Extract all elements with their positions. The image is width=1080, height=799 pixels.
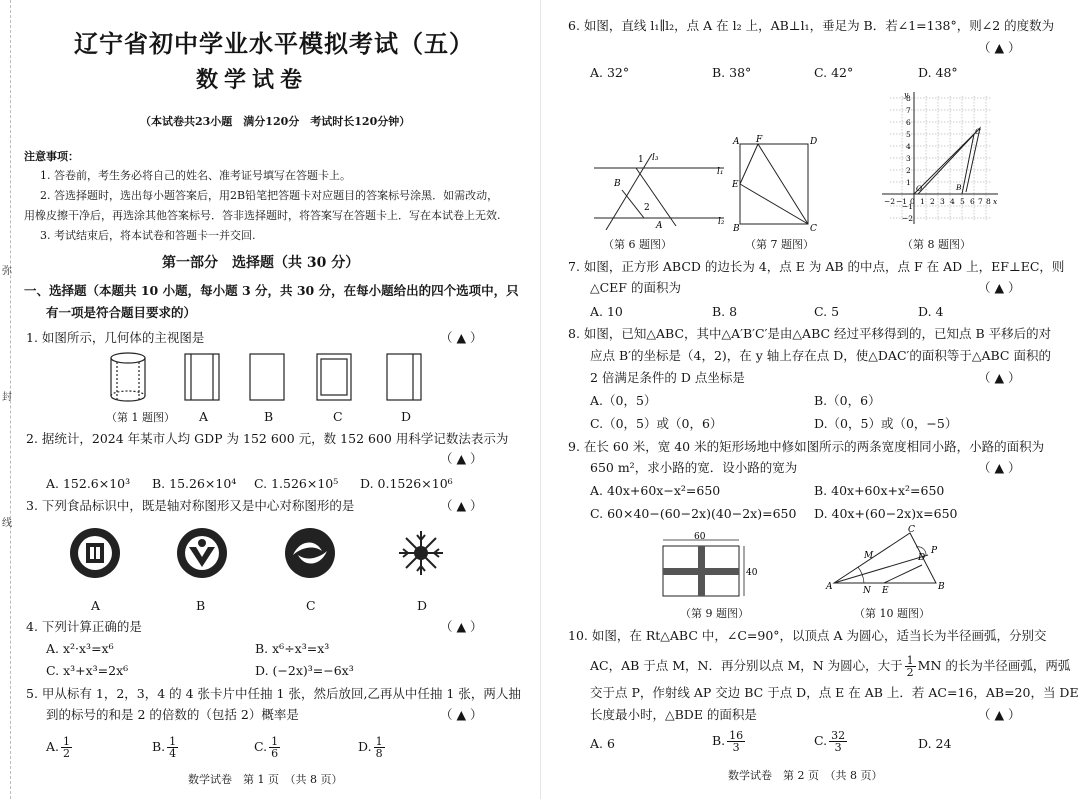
logo-b xyxy=(177,528,227,578)
fig8-xtick-4: 4 xyxy=(950,197,955,206)
note-1: 1. 答卷前，考生务必将自己的姓名、准考证号填写在答题卡上。 xyxy=(40,169,351,182)
q7-option-d: D. 4 xyxy=(918,304,944,319)
fig8-ytick-5: 5 xyxy=(906,130,911,139)
q2-option-d: D. 0.1526×10⁶ xyxy=(360,476,453,491)
page-2 xyxy=(540,0,1080,799)
fig10-label-c: C xyxy=(908,525,915,535)
fig8-label-x: x xyxy=(993,197,998,206)
fig6-label-a: A xyxy=(656,221,663,230)
fig8-xtick-3: 3 xyxy=(940,197,945,206)
q2-option-a: A. 152.6×10³ xyxy=(46,476,131,491)
figure-10 xyxy=(824,525,954,595)
fig8-xtick-8: 8 xyxy=(986,197,991,206)
logo-a xyxy=(70,528,120,578)
q3-option-a: A xyxy=(91,598,101,613)
fig8-ytick-1: 1 xyxy=(906,178,911,187)
q6-option-b: B. 38° xyxy=(712,65,752,80)
fig8-label-y: y xyxy=(904,90,909,99)
q5-stem-line-2: 到的标号的和是 2 的倍数的（包括 2）概率是 xyxy=(46,707,299,722)
fig8-ytick-7: 7 xyxy=(906,106,911,115)
q1-figure-caption: （第 1 题图） xyxy=(106,411,175,424)
q9-stem-line-2: 650 m²，求小路的宽．设小路的宽为 xyxy=(590,460,798,475)
q3-option-c: C xyxy=(306,598,316,613)
margin-char-3: 线 xyxy=(2,518,12,529)
q7-option-b: B. 8 xyxy=(712,304,738,319)
fig8-ytick-neg2: −2 xyxy=(902,214,914,223)
fig7-label-f: F xyxy=(756,135,763,145)
q4-option-c: C. x³+x³=2x⁶ xyxy=(46,663,129,678)
exam-title: 辽宁省初中学业水平模拟考试（五） xyxy=(74,29,474,58)
fig6-label-l3: l₃ xyxy=(652,153,659,163)
q8-option-c: C.（0，5）或（0，6） xyxy=(590,416,723,431)
q1-answer-mark: （ ▲ ） xyxy=(440,330,483,345)
fig6-label-1: 1 xyxy=(638,155,644,165)
fig6-label-l2: l₂ xyxy=(718,217,725,227)
page-1-footer: 数学试卷 第 1 页 （共 8 页） xyxy=(188,773,343,786)
q4-option-a: A. x²·x³=x⁶ xyxy=(46,641,114,656)
fig8-ytick-3: 3 xyxy=(906,154,911,163)
q2-option-b: B. 15.26×10⁴ xyxy=(152,476,237,491)
transversal xyxy=(636,168,676,226)
fig8-label-c: C xyxy=(975,127,981,136)
q9-option-a: A. 40x+60x−x²=650 xyxy=(590,483,721,498)
fig8-label-b: B xyxy=(956,183,962,192)
q10-option-b: B. $\frac{16}{3}$ xyxy=(712,729,744,754)
note-3: 3. 考试结束后，将本试卷和答题卡一并交回. xyxy=(40,229,256,242)
q7-answer-mark: （ ▲ ） xyxy=(978,280,1021,295)
fig6-label-2: 2 xyxy=(644,203,650,213)
q2-option-c: C. 1.526×10⁵ xyxy=(254,476,339,491)
fig6-label-l1: l₁ xyxy=(717,167,724,177)
q5-option-c: C. $\frac{1}{6}$ xyxy=(254,735,279,760)
fig7-label-d: D xyxy=(810,137,818,147)
q7-stem-line-1: 7. 如图，正方形 ABCD 的边长为 4，点 E 为 AB 的中点，点 F 在 AD 上，EF⊥EC，则 xyxy=(568,259,1065,274)
q6-answer-mark: （ ▲ ） xyxy=(978,40,1021,55)
page-2-footer: 数学试卷 第 2 页 （共 8 页） xyxy=(728,769,883,782)
q6-option-a: A. 32° xyxy=(590,65,630,80)
fig10-label-p: P xyxy=(931,546,938,556)
option-c-view xyxy=(317,354,351,400)
road-vertical xyxy=(698,546,705,596)
q8-option-a: A.（0，5） xyxy=(590,393,657,408)
fig9-label-60: 60 xyxy=(694,532,706,542)
figure-6-caption: （第 6 题图） xyxy=(603,238,672,251)
q6-option-d: D. 48° xyxy=(918,65,958,80)
q1-option-b: B xyxy=(264,409,274,424)
q5-stem-line-1: 5. 甲从标有 1，2，3，4 的 4 张卡片中任抽 1 张，然后放回,乙再从中任抽 1 张，两人抽 xyxy=(26,686,521,701)
fig8-ytick-2: 2 xyxy=(906,166,911,175)
fig10-label-d: D xyxy=(918,553,926,563)
fig8-xtick-0: 0 xyxy=(910,197,915,206)
fig8-xtick-1: 1 xyxy=(920,197,925,206)
fig8-xtick-5: 5 xyxy=(960,197,965,206)
option-d-view xyxy=(387,354,421,400)
figure-8-caption: （第 8 题图） xyxy=(902,238,971,251)
q3-option-d: D xyxy=(417,598,428,613)
fig8-ytick-neg1: −1 xyxy=(902,202,914,211)
fig8-xtick-6: 6 xyxy=(970,197,975,206)
q8-answer-mark: （ ▲ ） xyxy=(978,370,1021,385)
q10-stem-line-4: 长度最小时，△BDE 的面积是 xyxy=(590,707,757,722)
q3-logos xyxy=(60,525,450,585)
q10-answer-mark: （ ▲ ） xyxy=(978,707,1021,722)
q1-stem: 1. 如图所示，几何体的主视图是 xyxy=(26,330,205,345)
notes-title: 注意事项： xyxy=(24,150,79,163)
q6-option-c: C. 42° xyxy=(814,65,854,80)
fig8-ytick-4: 4 xyxy=(906,142,911,151)
figure-9 xyxy=(658,532,758,602)
fig7-label-e: E xyxy=(732,180,739,190)
margin-char-1: 弥 xyxy=(2,266,12,277)
fig7-label-b: B xyxy=(733,224,740,232)
note-2-cont: 用橡皮擦干净后，再选涂其他答案标号．答非选择题时，将答案写在答题卡上．写在本试卷上无效. xyxy=(24,209,501,222)
q3-answer-mark: （ ▲ ） xyxy=(440,498,483,513)
fig10-label-m: M xyxy=(864,551,874,561)
figure-6 xyxy=(592,148,732,230)
figure-7-caption: （第 7 题图） xyxy=(745,238,814,251)
fig8-xtick-neg1: −1 xyxy=(896,197,908,206)
fig8-ytick-8: 8 xyxy=(906,94,911,103)
fig8-xtick-7: 7 xyxy=(978,197,983,206)
section-title-2: 有一项是符合题目要求的） xyxy=(46,305,197,320)
q9-stem-line-1: 9. 在长 60 米，宽 40 米的矩形场地中修如图所示的两条宽度相同小路，小路的面积为 xyxy=(568,439,1045,454)
fig8-xtick-neg2: −2 xyxy=(884,197,896,206)
q10-option-c: C. $\frac{32}{3}$ xyxy=(814,729,846,754)
exam-meta: （本试卷共23小题 满分120分 考试时长120分钟） xyxy=(140,115,411,128)
q4-answer-mark: （ ▲ ） xyxy=(440,619,483,634)
fig8-ytick-6: 6 xyxy=(906,118,911,127)
part-title: 第一部分 选择题（共 30 分） xyxy=(162,255,360,271)
q10-option-a: A. 6 xyxy=(590,736,615,751)
q7-option-c: C. 5 xyxy=(814,304,840,319)
segment-ab xyxy=(622,190,644,218)
q7-stem-line-2: △CEF 的面积为 xyxy=(590,280,681,295)
logo-c xyxy=(285,528,335,578)
figure-10-caption: （第 10 题图） xyxy=(854,607,930,620)
fig7-label-c: C xyxy=(810,224,817,232)
q10-stem-line-1: 10. 如图，在 Rt△ABC 中，∠C=90°，以顶点 A 为圆心，适当长为半径画弧，分别交 xyxy=(568,628,1047,643)
line-l3 xyxy=(606,154,652,230)
fig8-label-o: O xyxy=(916,184,923,193)
exam-subtitle: 数学试卷 xyxy=(196,67,309,93)
q5-option-d: D. $\frac{1}{8}$ xyxy=(358,735,383,760)
q8-stem-line-2: 应点 B′的坐标是（4，2)，在 y 轴上存在点 D，使△DAC′的面积等于△ABC 面积的 xyxy=(590,348,1051,363)
q9-option-c: C. 60×40−(60−2x)(40−2x)=650 xyxy=(590,506,797,521)
figure-7 xyxy=(730,134,820,232)
cylinder-figure xyxy=(111,353,145,401)
q3-option-b: B xyxy=(196,598,206,613)
fig8-xtick-2: 2 xyxy=(930,197,935,206)
fig10-label-e: E xyxy=(882,586,889,595)
q4-option-d: D. (−2x)³=−6x³ xyxy=(255,663,354,678)
q8-option-d: D.（0，5）或（0，−5） xyxy=(814,416,958,431)
q9-option-b: B. 40x+60x+x²=650 xyxy=(814,483,945,498)
q8-stem-line-1: 8. 如图，已知△ABC，其中△A′B′C′是由△ABC 经过平移得到的，已知点 B 平移后的对 xyxy=(568,326,1052,341)
q4-option-b: B. x⁶÷x³=x³ xyxy=(255,641,330,656)
q10-stem-line-2: AC，AB 于点 M，N．再分别以点 M，N 为圆心，大于 $\frac{1}{2}$ MN 的长为半径画弧，两弧 xyxy=(590,654,1071,679)
q1-option-d: D xyxy=(401,409,412,424)
triangle-abc xyxy=(914,134,974,194)
q4-stem: 4. 下列计算正确的是 xyxy=(26,619,142,634)
q1-option-c: C xyxy=(333,409,343,424)
option-a-view xyxy=(185,354,219,400)
q5-option-a: A. $\frac{1}{2}$ xyxy=(46,735,71,760)
q9-answer-mark: （ ▲ ） xyxy=(978,460,1021,475)
q8-option-b: B.（0，6） xyxy=(814,393,881,408)
square-abcd xyxy=(740,144,808,224)
q2-answer-mark: （ ▲ ） xyxy=(440,451,483,466)
option-b-view xyxy=(250,354,284,400)
fig6-label-b: B xyxy=(614,179,621,189)
note-2: 2. 答选择题时，选出每小题答案后，用2B铅笔把答题卡对应题目的答案标号涂黑．如需改动， xyxy=(40,189,499,202)
q10-stem-line-3: 交于点 P，作射线 AP 交边 BC 于点 D，点 E 在 AB 上．若 AC=16，AB=20，当 DE xyxy=(590,685,1079,700)
q8-stem-line-3: 2 倍满足条件的 D 点坐标是 xyxy=(590,370,745,385)
figure-9-caption: （第 9 题图） xyxy=(680,607,749,620)
margin-char-2: 封 xyxy=(2,392,12,403)
q5-option-b: B. $\frac{1}{4}$ xyxy=(152,735,177,760)
figure-8 xyxy=(862,88,1002,230)
q3-stem: 3. 下列食品标识中，既是轴对称图形又是中心对称图形的是 xyxy=(26,498,355,513)
fig7-label-a: A xyxy=(733,137,740,147)
q7-option-a: A. 10 xyxy=(590,304,623,319)
q10-option-d: D. 24 xyxy=(918,736,952,751)
q9-option-d: D. 40x+(60−2x)x=650 xyxy=(814,506,958,521)
fig10-label-b: B xyxy=(938,582,945,592)
section-title-1: 一、选择题（本题共 10 小题，每小题 3 分，共 30 分，在每小题给出的四个选项中，只 xyxy=(24,283,519,298)
q6-stem: 6. 如图，直线 l₁∥l₂，点 A 在 l₂ 上，AB⊥l₁，垂足为 B．若∠1=138°，则∠2 的度数为 xyxy=(568,18,1055,33)
logo-d xyxy=(399,531,443,575)
q1-option-a: A xyxy=(199,409,209,424)
fig9-label-40: 40 xyxy=(746,568,758,578)
q2-stem: 2. 据统计，2024 年某市人均 GDP 为 152 600 元，数 152 600 用科学记数法表示为 xyxy=(26,431,509,446)
q1-figures xyxy=(100,350,430,410)
fig10-label-a: A xyxy=(826,582,833,592)
q5-answer-mark: （ ▲ ） xyxy=(440,707,483,722)
fig10-label-n: N xyxy=(863,586,871,595)
